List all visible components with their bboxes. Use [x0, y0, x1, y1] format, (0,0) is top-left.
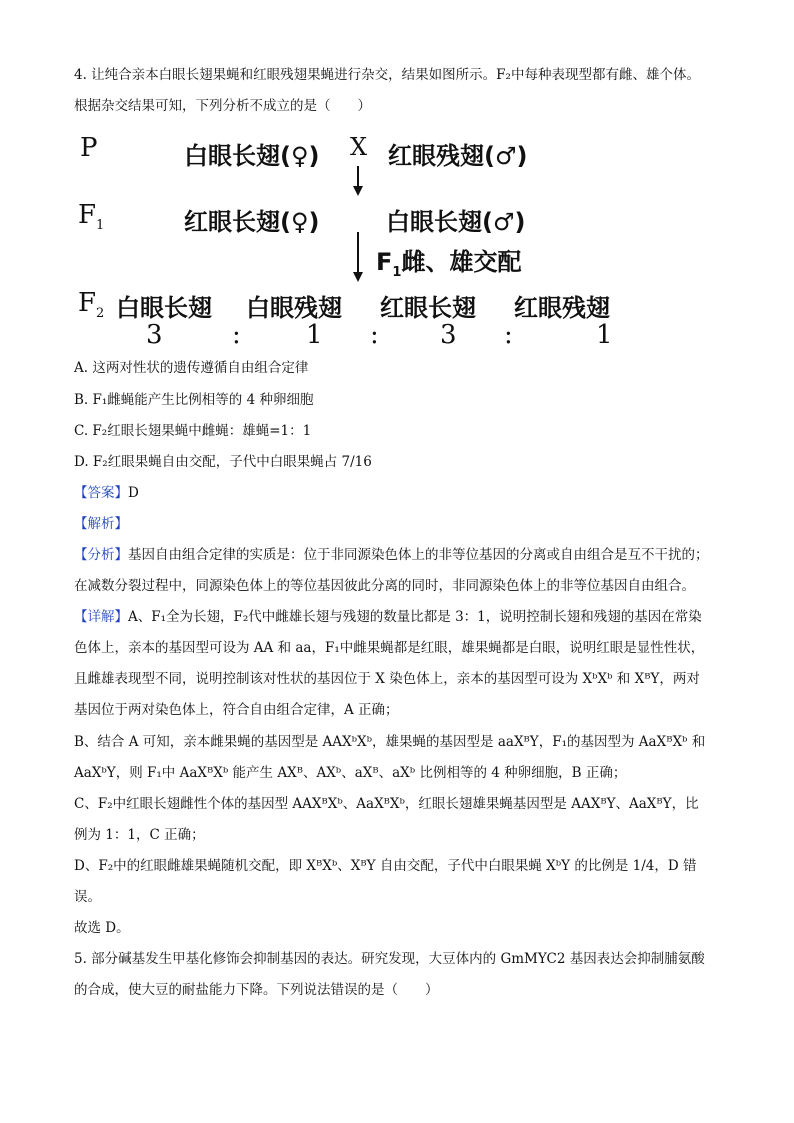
option-d: D. F₂红眼果蝇自由交配，子代中白眼果蝇占 7/16 [74, 454, 372, 470]
f2-phenotype-1: 白眼长翅 [116, 294, 212, 322]
f2-ratio-colon-1: : [232, 320, 241, 350]
p-generation-label: P [80, 133, 98, 163]
option-a: A. 这两对性状的遗传遵循自由组合定律 [74, 360, 309, 376]
answer-tag: 【答案】 [74, 485, 128, 501]
xiangjie-c-line-2: 例为 1：1，C 正确； [74, 827, 205, 843]
choice-line: 故选 D。 [74, 920, 130, 936]
fenxi-line-2: 在减数分裂过程中，同源染色体上的等位基因彼此分离的同时，非同源染色体上的非等位基因自由组合。 [74, 578, 695, 594]
cross-symbol: X [350, 133, 368, 161]
xiangjie-line-3: 且雌雄表现型不同，说明控制该对性状的基因位于 X 染色体上，亲本的基因型可设为 XᵇXᵇ 和 XᴮY，两对 [74, 671, 700, 687]
f2-ratio-value-1: 3 [146, 320, 163, 350]
answer-value: D [128, 485, 139, 501]
f2-ratio-value-4: 1 [596, 320, 613, 350]
arrow-p-to-f1-head [353, 186, 363, 196]
f2-ratio-colon-3: : [504, 320, 513, 350]
f2-phenotype-4: 红眼残翅 [514, 294, 610, 322]
q4-stem-line-2: 根据杂交结果可知，下列分析不成立的是（ ） [74, 98, 371, 114]
xiangjie-line-1: 【详解】A、F₁全为长翅，F₂代中雌雄长翅与残翅的数量比都是 3：1，说明控制长翅和残翅的基因在常染 [74, 609, 702, 625]
xiangjie-d-line-1: D、F₂中的红眼雌雄果蝇随机交配，即 XᴮXᵇ、XᴮY 自由交配，子代中白眼果蝇 XᵇY 的比例是 1/4，D 错 [74, 858, 697, 874]
f2-phenotype-3: 红眼长翅 [380, 294, 476, 322]
xiangjie-c-line-1: C、F₂中红眼长翅雌性个体的基因型 AAXᴮXᵇ、AaXᴮXᵇ，红眼长翅雄果蝇基因型是 AAXᴮY、AaXᴮY，比 [74, 796, 699, 812]
fenxi-line-1: 【分析】基因自由组合定律的实质是：位于非同源染色体上的非等位基因的分离或自由组合是互不干扰的； [74, 547, 709, 563]
f1-female-phenotype: 红眼长翅(♀) [184, 208, 320, 236]
option-b: B. F₁雌蝇能产生比例相等的 4 种卵细胞 [74, 392, 314, 408]
p-male-phenotype: 红眼残翅(♂) [388, 142, 528, 170]
xiangjie-line-4: 基因位于两对染色体上，符合自由组合定律，A 正确； [74, 702, 399, 718]
arrow-f1-to-f2-line [357, 232, 359, 274]
arrow-f1-to-f2-head [353, 272, 363, 282]
f1-male-phenotype: 白眼长翅(♂) [386, 208, 526, 236]
fenxi-tag: 【分析】 [74, 547, 128, 563]
f2-ratio-colon-2: : [370, 320, 379, 350]
q4-stem-line-1: 4. 让纯合亲本白眼长翅果蝇和红眼残翅果蝇进行杂交，结果如图所示。F₂中每种表现型都有雌、雄个体。 [74, 67, 700, 83]
f2-generation-label: $F_2$ [78, 288, 105, 321]
xiangjie-d-line-2: 误。 [74, 889, 101, 905]
analysis-heading: 【解析】 [74, 516, 128, 532]
xiangjie-line-2: 色体上，亲本的基因型可设为 AA 和 aa，F₁中雌果蝇都是红眼，雄果蝇都是白眼，说明红眼是显性性状， [74, 640, 705, 656]
answer-line [74, 484, 139, 502]
p-female-phenotype: 白眼长翅(♀) [184, 142, 320, 170]
xiangjie-b-line-2: AaXᵇY，则 F₁中 AaXᴮXᵇ 能产生 AXᴮ、AXᵇ、aXᴮ、aXᵇ 比例相等的 4 种卵细胞，B 正确； [74, 765, 627, 781]
arrow-p-to-f1-line [357, 166, 359, 188]
option-c: C. F₂红眼长翅果蝇中雌蝇：雄蝇=1：1 [74, 423, 312, 439]
q5-stem-line-1: 5. 部分碱基发生甲基化修饰会抑制基因的表达。研究发现，大豆体内的 GmMYC2 基因表达会抑制脯氨酸 [74, 951, 705, 967]
f2-phenotype-2: 白眼残翅 [246, 294, 342, 322]
xiangjie-tag: 【详解】 [74, 609, 128, 625]
f2-ratio-value-2: 1 [306, 320, 323, 350]
q5-stem-line-2: 的合成，使大豆的耐盐能力下降。下列说法错误的是（ ） [74, 982, 439, 998]
f2-ratio-value-3: 3 [440, 320, 457, 350]
xiangjie-b-line-1: B、结合 A 可知，亲本雌果蝇的基因型是 AAXᵇXᵇ，雄果蝇的基因型是 aaXᴮY，F₁的基因型为 AaXᴮXᵇ 和 [74, 734, 706, 750]
f1-intercross-note: $F_1$雌、雄交配 [376, 248, 522, 280]
f1-generation-label: $F_1$ [78, 200, 105, 233]
